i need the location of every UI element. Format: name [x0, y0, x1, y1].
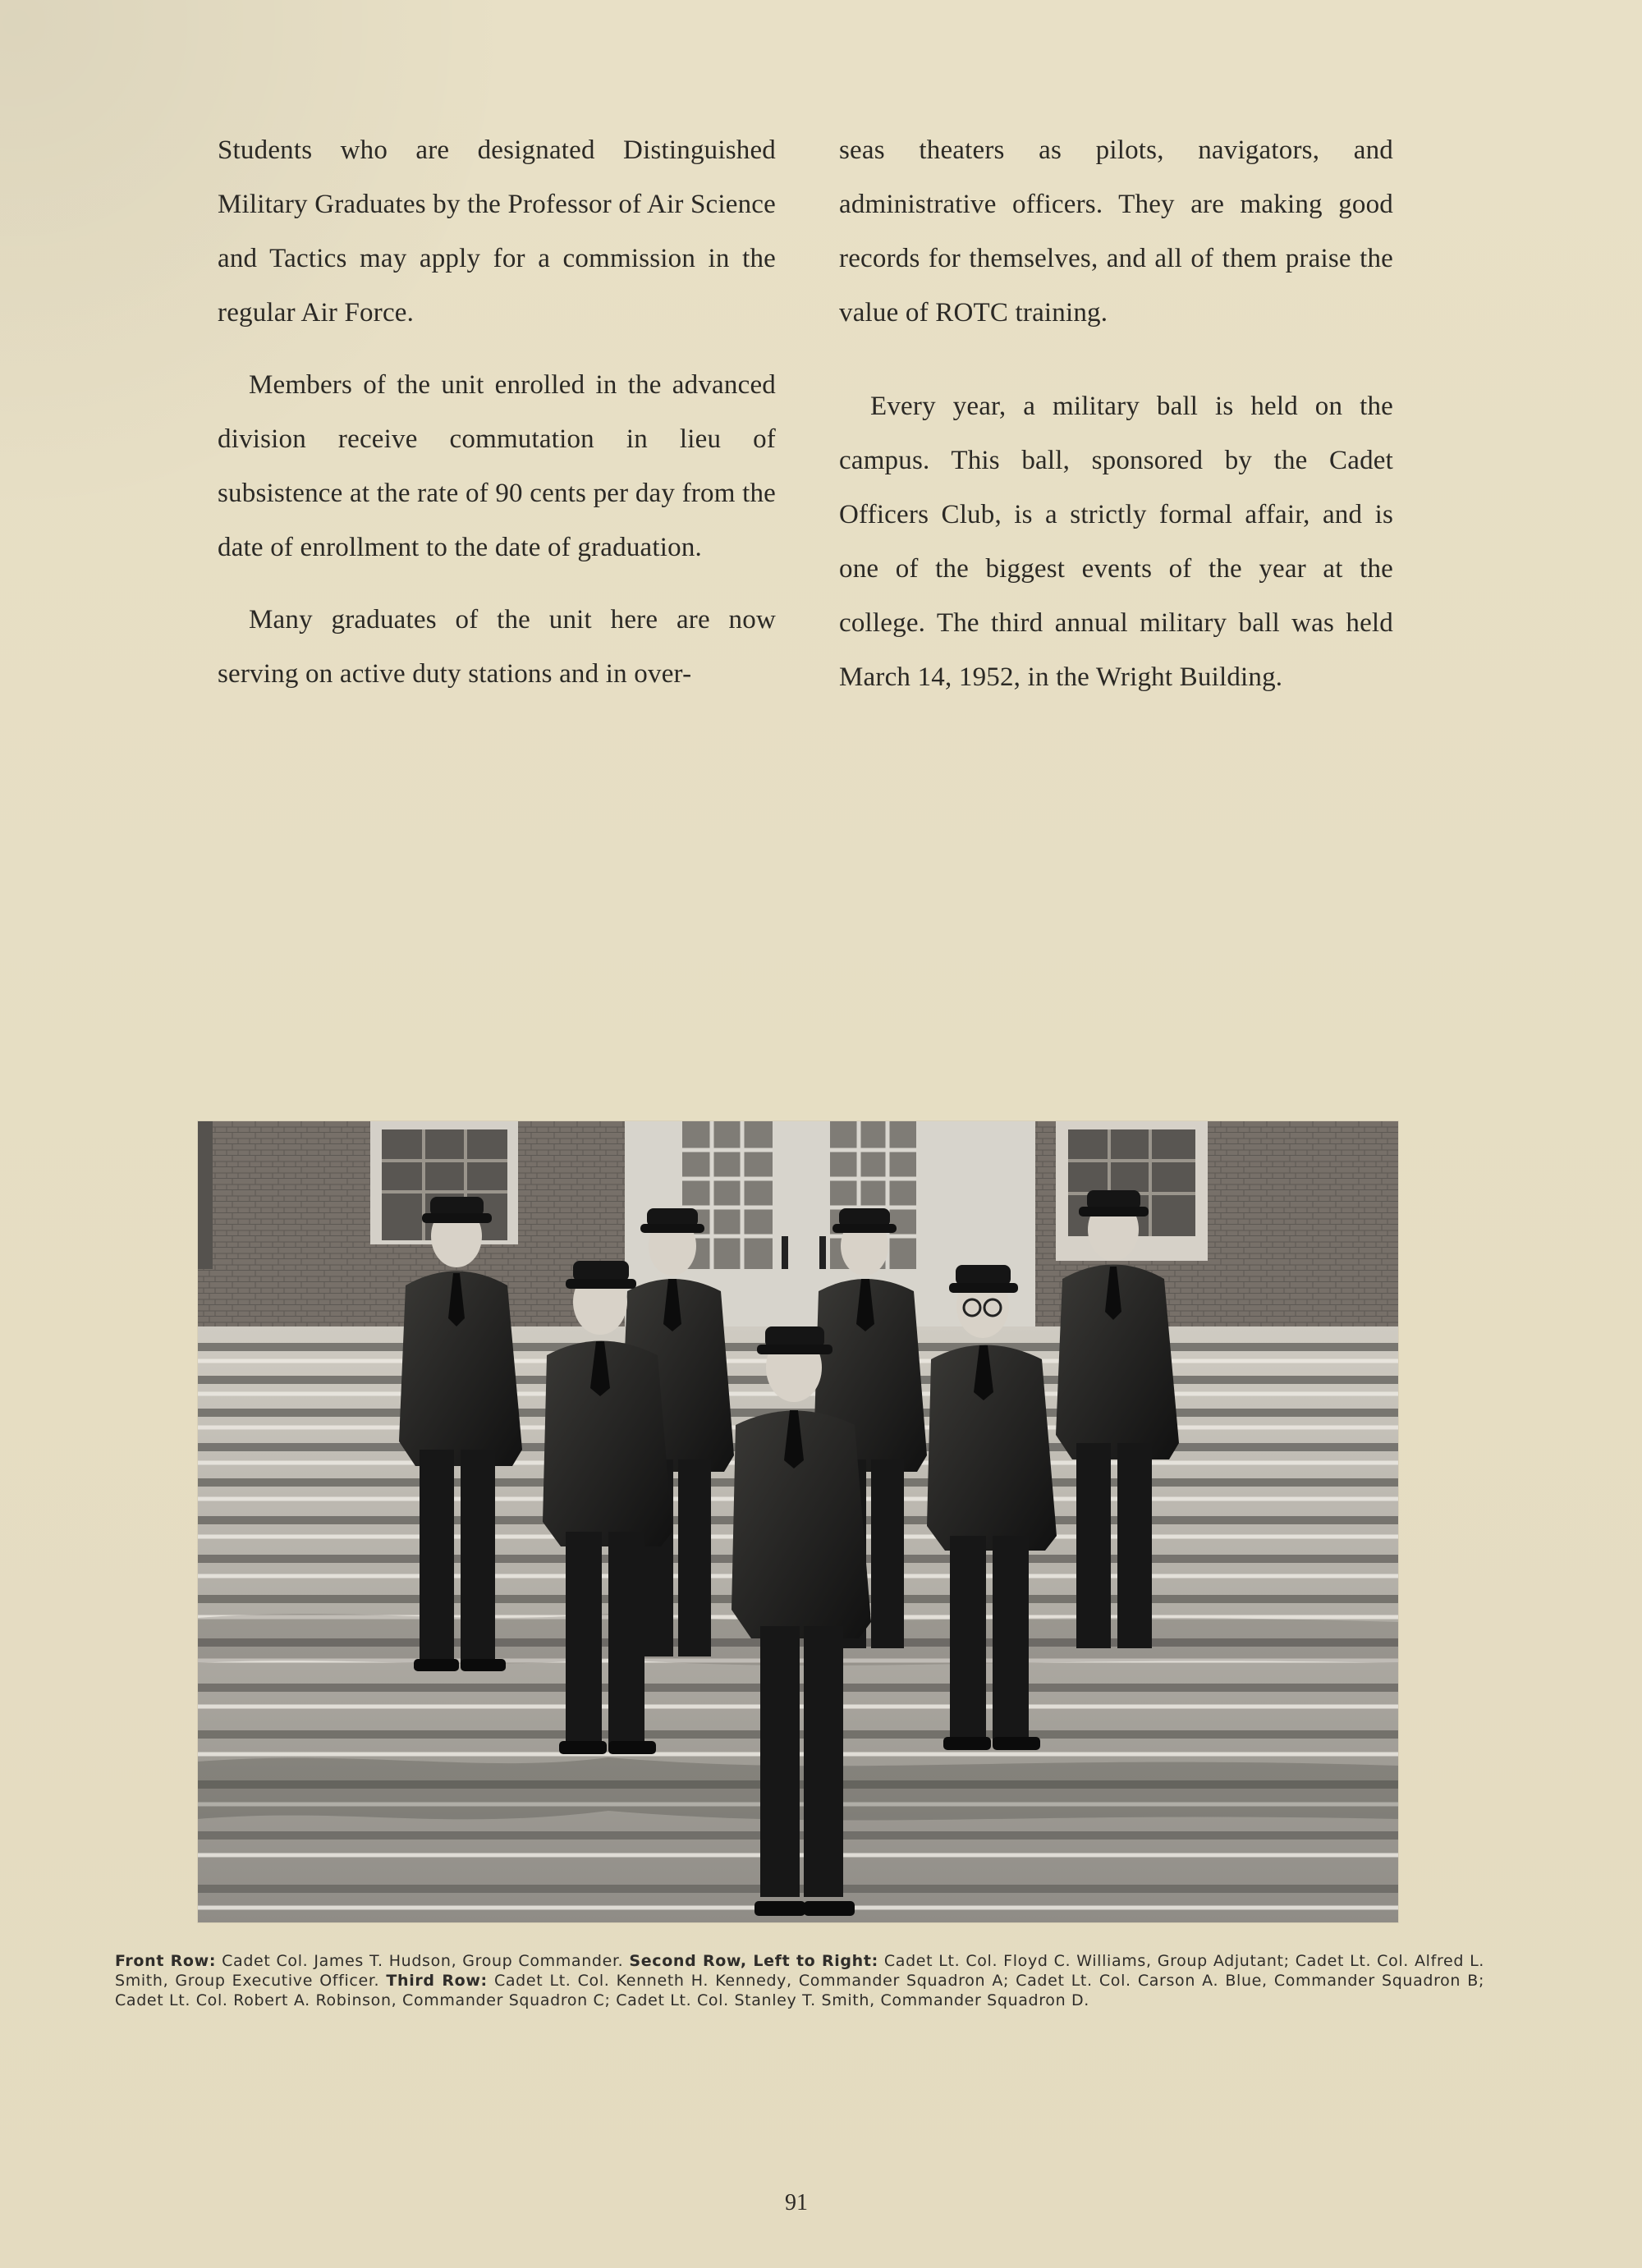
- left-paragraph-1: Students who are designated Distinguished Military Graduates by the Professor of Air Science and Tactics may apply for a commission in the regular Air Force.: [218, 135, 776, 328]
- front-row-label: Front Row:: [115, 1952, 217, 1970]
- cadet-officers-photograph: [198, 1121, 1398, 1922]
- third-row-names: Cadet Lt. Col. Kenneth H. Kennedy, Commander Squadron A; Cadet Lt. Col. Carson A. Blue, Commander Squadron B; Cadet Lt. Col. Robert A. Robinson, Commander Squadron C; Cadet Lt. Col. Stanley T. Smith, Commander Squadron D.: [115, 1972, 1485, 2009]
- second-row-names: Cadet Lt. Col. Floyd C. Williams, Group Adjutant; Cadet Lt. Col. Alfred L. Smith, Group Executive Officer.: [115, 1952, 1484, 1990]
- right-text-column: [839, 123, 1393, 722]
- cadet-officers-photo-illustration: [198, 1121, 1398, 1922]
- left-paragraph-3: Many graduates of the unit here are now serving on active duty stations and in over-: [218, 605, 776, 689]
- front-row-names: Cadet Col. James T. Hudson, Group Commander.: [216, 1952, 630, 1970]
- right-paragraph-1: seas theaters as pilots, navigators, and administrative officers. They are making good records for themselves, and all of them praise the value of ROTC training.: [839, 135, 1393, 328]
- page-number: 91: [785, 2190, 808, 2215]
- right-paragraph-2: Every year, a military ball is held on the campus. This ball, sponsored by the Cadet Officers Club, is a strictly formal affair, and is one of the biggest events of the year at the college. The third annual military ball was held March 14, 1952, in the Wright Building.: [839, 392, 1393, 692]
- third-row-label: Third Row:: [386, 1972, 488, 1990]
- left-text-column: [218, 123, 776, 719]
- second-row-label: Second Row, Left to Right:: [629, 1952, 878, 1970]
- left-paragraph-2: Members of the unit enrolled in the advanced division receive commutation in lieu of subsistence at the rate of 90 cents per day from the date of enrollment to the date of graduation.: [218, 370, 776, 562]
- photo-caption: [115, 1951, 1484, 2010]
